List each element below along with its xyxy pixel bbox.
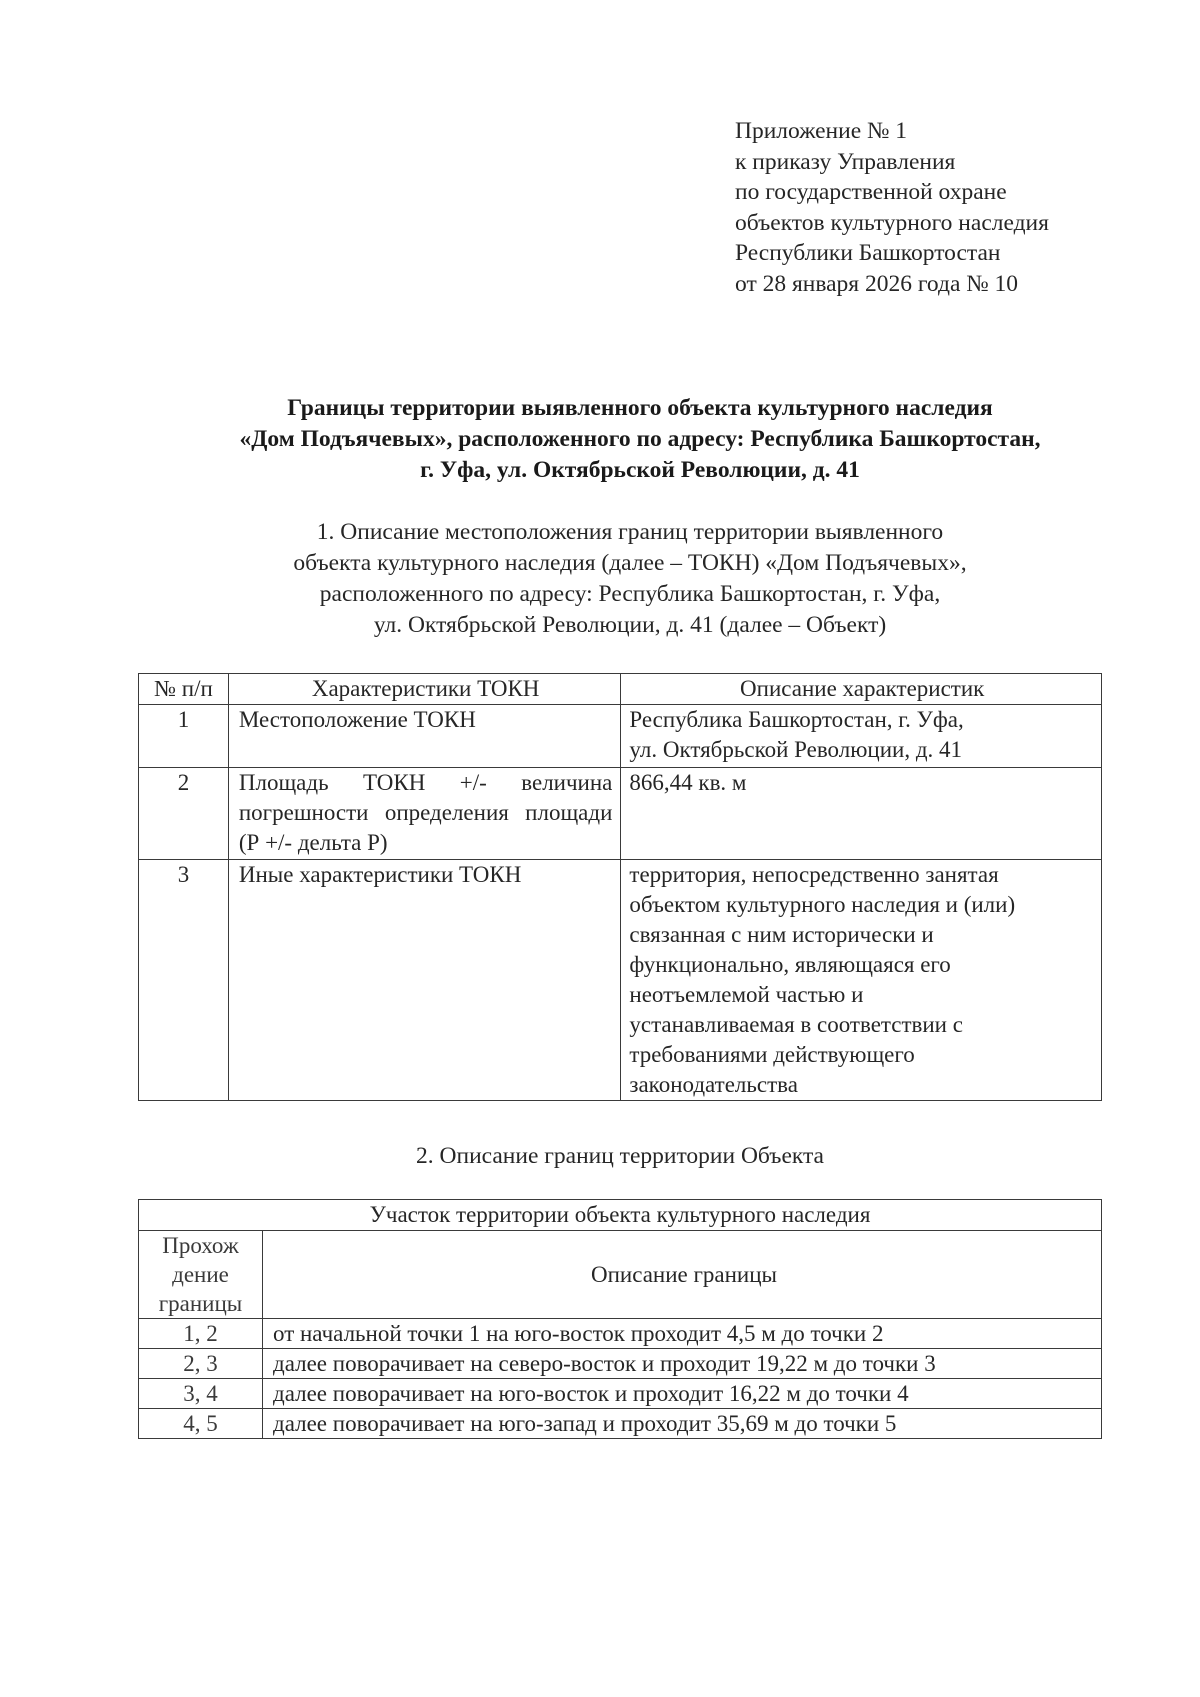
header-passage-line: границы (158, 1291, 243, 1316)
description-line: объектом культурного наследия и (или) (629, 892, 1016, 917)
section-1-heading (200, 517, 1060, 641)
description-line: функционально, являющаяся его (629, 952, 951, 977)
title-line: г. Уфа, ул. Октябрьской Революции, д. 41 (420, 457, 860, 483)
section-1-line: ул. Октябрьской Революции, д. 41 (далее – Объект) (373, 612, 887, 638)
row-num: 2 (139, 768, 229, 860)
document-title (120, 393, 1160, 486)
characteristics-table (138, 673, 1102, 1101)
table-row (139, 1409, 1102, 1439)
appendix-line: Приложение № 1 (735, 118, 908, 144)
appendix-line: к приказу Управления (735, 148, 956, 175)
header-boundary-description: Описание границы (263, 1231, 1102, 1319)
row-description (621, 860, 1102, 1101)
header-description: Описание характеристик (621, 674, 1102, 705)
row-characteristic: Местоположение ТОКН (228, 705, 621, 768)
header-characteristic: Характеристики ТОКН (228, 674, 621, 705)
description-line: неотъемлемой частью и (629, 982, 864, 1007)
header-passage (139, 1231, 263, 1319)
title-line: Границы территории выявленного объекта культурного наследия (287, 395, 993, 421)
description-line: 866,44 кв. м (629, 770, 747, 795)
header-passage-line: Прохож (162, 1233, 239, 1258)
row-description (621, 705, 1102, 768)
row-passage: 4, 5 (139, 1409, 263, 1439)
description-line: законодательства (629, 1072, 798, 1097)
boundary-table (138, 1199, 1102, 1439)
description-line: требованиями действующего (629, 1042, 915, 1067)
table-row (139, 1379, 1102, 1409)
row-boundary-description: далее поворачивает на северо-восток и проходит 19,22 м до точки 3 (263, 1349, 1102, 1379)
table-row (139, 1319, 1102, 1349)
table-row (139, 860, 1102, 1101)
table-caption-row (139, 1200, 1102, 1231)
row-num: 1 (139, 705, 229, 768)
description-line: ул. Октябрьской Революции, д. 41 (629, 737, 963, 762)
description-line: связанная с ним исторически и (629, 922, 934, 947)
header-passage-line: дение (172, 1262, 229, 1287)
row-boundary-description: далее поворачивает на юго-запад и проходит 35,69 м до точки 5 (263, 1409, 1102, 1439)
table-row (139, 705, 1102, 768)
appendix-header (735, 116, 1049, 299)
appendix-line: по государственной охране (735, 179, 1007, 205)
table-header-row (139, 1231, 1102, 1319)
row-characteristic: Иные характеристики ТОКН (228, 860, 621, 1101)
appendix-line: от 28 января 2026 года № 10 (735, 270, 1019, 297)
boundary-table-caption: Участок территории объекта культурного наследия (139, 1200, 1102, 1231)
section-1-line: объекта культурного наследия (далее – ТОКН) «Дом Подъячевых», (293, 550, 967, 576)
description-line: территория, непосредственно занятая (629, 862, 999, 887)
section-2-heading: 2. Описание границ территории Объекта (416, 1143, 824, 1169)
description-line: Республика Башкортостан, г. Уфа, (629, 707, 964, 732)
row-num: 3 (139, 860, 229, 1101)
table-header-row (139, 674, 1102, 705)
row-passage: 3, 4 (139, 1379, 263, 1409)
row-passage: 1, 2 (139, 1319, 263, 1349)
row-passage: 2, 3 (139, 1349, 263, 1379)
row-boundary-description: от начальной точки 1 на юго-восток проходит 4,5 м до точки 2 (263, 1319, 1102, 1349)
appendix-line: Республики Башкортостан (735, 240, 1001, 266)
title-line: «Дом Подъячевых», расположенного по адресу: Республика Башкортостан, (239, 426, 1041, 452)
row-boundary-description: далее поворачивает на юго-восток и проходит 16,22 м до точки 4 (263, 1379, 1102, 1409)
row-description (621, 768, 1102, 860)
description-line: устанавливаемая в соответствии с (629, 1012, 963, 1037)
row-characteristic: Площадь ТОКН +/- величина погрешности определения площади (Р +/- дельта Р) (228, 768, 621, 860)
header-num: № п/п (139, 674, 229, 705)
table-row (139, 768, 1102, 860)
table-row (139, 1349, 1102, 1379)
section-1-line: 1. Описание местоположения границ территории выявленного (316, 519, 944, 545)
appendix-line: объектов культурного наследия (735, 209, 1049, 236)
section-1-line: расположенного по адресу: Республика Башкортостан, г. Уфа, (319, 581, 941, 607)
